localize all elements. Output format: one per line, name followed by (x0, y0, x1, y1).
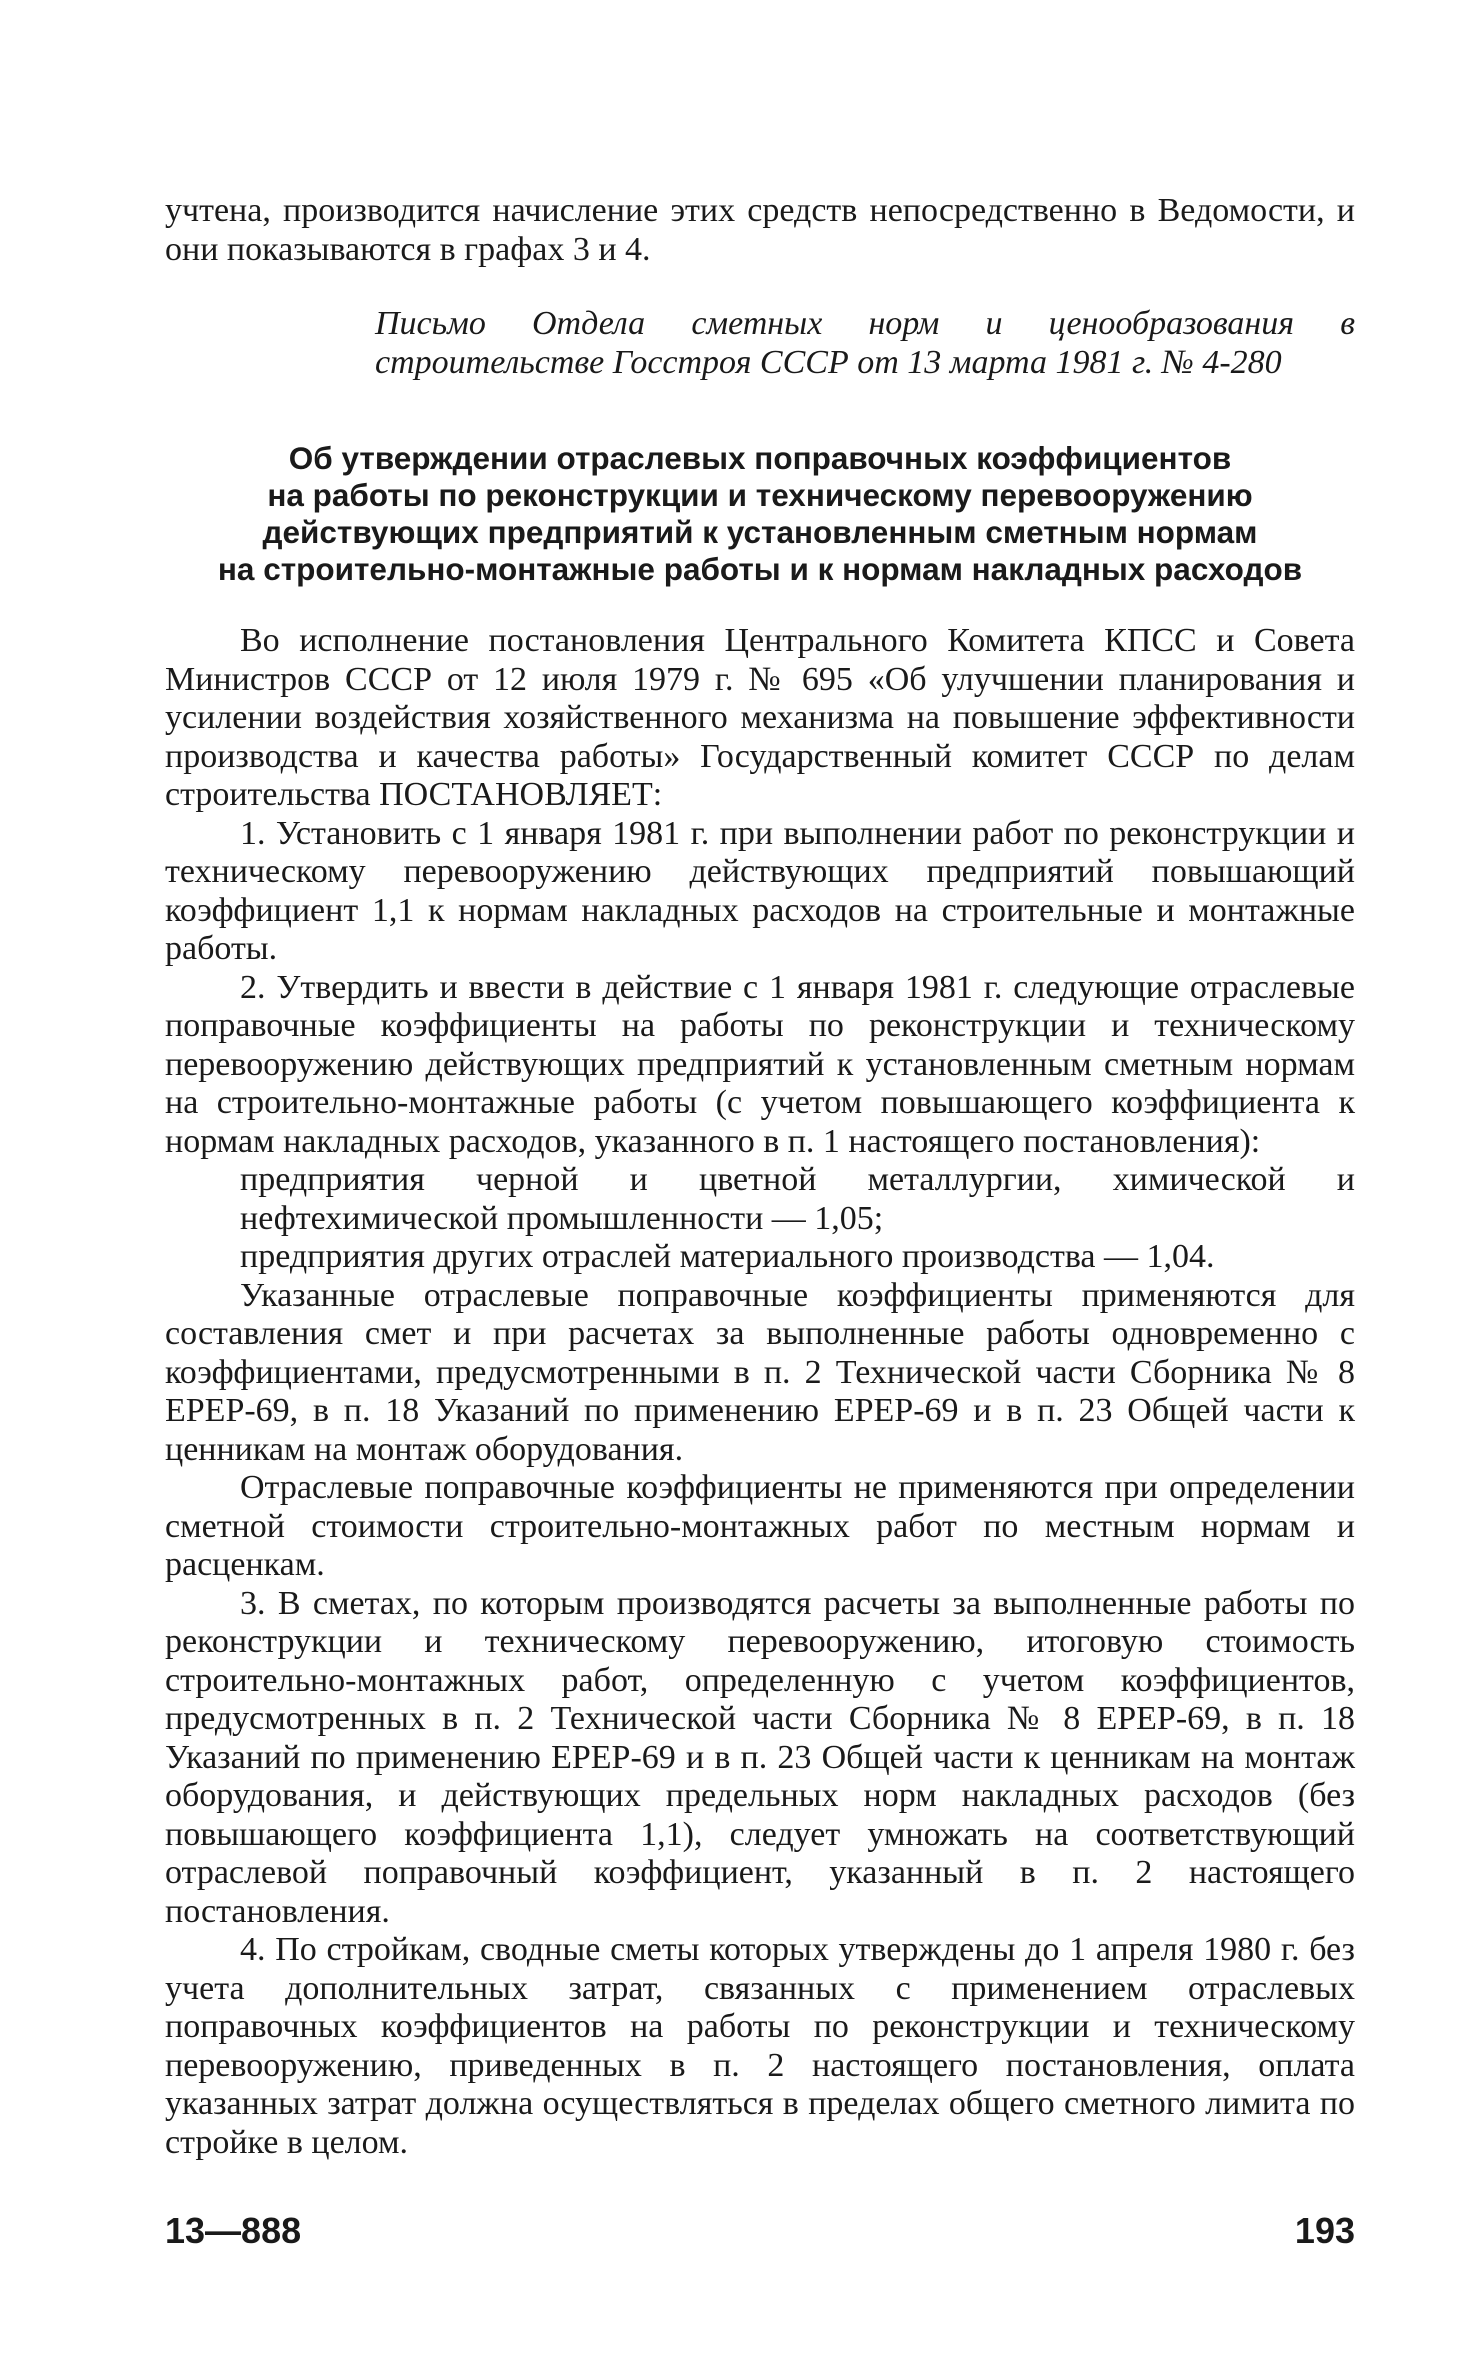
coefficient-metallurgy: предприятия черной и цветной металлургии, химической и нефтехимической промышленности — 1,05; (240, 1161, 1355, 1237)
item-4-paragraph: 4. По стройкам, сводные сметы которых утверждены до 1 апреля 1980 г. без учета дополнительных затрат, связанных с применением отраслевых поправочных коэффициентов на работы по реконструкции и техническому перевооружению, приведенных в п. 2 настоящего постановления, оплата указанных затрат должна осуществляться в пределах общего сметного лимита по стройке в целом. (165, 1931, 1355, 2161)
title-line: действующих предприятий к установленным сметным нормам (262, 514, 1258, 550)
title-line: на строительно-монтажные работы и к нормам накладных расходов (217, 551, 1303, 587)
signature-mark: 13—888 (165, 2210, 302, 2251)
coefficient-other-industries: предприятия других отраслей материального производства — 1,04. (240, 1238, 1215, 1275)
preamble-paragraph: Во исполнение постановления Центрального Комитета КПСС и Совета Министров СССР от 12 июля 1979 г. № 695 «Об улучшении планирования и усилении воздействия хозяйственного механизма на повышение эффективности производства и качества работы» Государственный комитет СССР по делам строительства ПОСТАНОВЛЯЕТ: (165, 622, 1355, 813)
item-2-paragraph: 2. Утвердить и ввести в действие с 1 января 1981 г. следующие отраслевые поправочные коэффициенты на работы по реконструкции и техническому перевооружению действующих предприятий к установленным сметным нормам на строительно-монтажные работы (с учетом повышающего коэффициента к нормам накладных расходов, указанного в п. 1 настоящего постановления): (165, 968, 1355, 1160)
document-title (165, 440, 1355, 588)
page-number: 193 (1294, 2210, 1355, 2251)
intro-paragraph: учтена, производится начисление этих средств непосредственно в Ведомости, и они показываются в графах 3 и 4. (165, 192, 1355, 268)
item-3-paragraph: 3. В сметах, по которым производятся расчеты за выполненные работы по реконструкции и техническому перевооружению, итоговую стоимость строительно-монтажных работ, определенную с учетом коэффициентов, предусмотренных в п. 2 Технической части Сборника № 8 ЕРЕР-69, в п. 18 Указаний по применению ЕРЕР-69 и в п. 23 Общей части к ценникам на монтаж оборудования, и действующих предельных норм накладных расходов (без повышающего коэффициента 1,1), следует умножать на соответствующий отраслевой поправочный коэффициент, указанный в п. 2 настоящего постановления. (165, 1584, 1355, 1930)
document-page (165, 192, 1355, 2162)
letter-reference: Письмо Отдела сметных норм и ценообразования в строительстве Госстроя СССР от 13 марта 1981 г. № 4-280 (375, 305, 1355, 381)
coefficient-exclusion-paragraph: Отраслевые поправочные коэффициенты не применяются при определении сметной стоимости строительно-монтажных работ по местным нормам и расценкам. (165, 1469, 1355, 1583)
coefficient-application-paragraph: Указанные отраслевые поправочные коэффициенты применяются для составления смет и при расчетах за выполненные работы одновременно с коэффициентами, предусмотренными в п. 2 Технической части Сборника № 8 ЕРЕР-69, в п. 18 Указаний по применению ЕРЕР-69 и в п. 23 Общей части к ценникам на монтаж оборудования. (165, 1276, 1355, 1468)
title-line: на работы по реконструкции и техническому перевооружению (267, 477, 1253, 513)
title-line: Об утверждении отраслевых поправочных коэффициентов (288, 440, 1232, 476)
item-1-paragraph: 1. Установить с 1 января 1981 г. при выполнении работ по реконструкции и техническому перевооружению действующих предприятий повышающий коэффициент 1,1 к нормам накладных расходов на строительные и монтажные работы. (165, 814, 1355, 967)
